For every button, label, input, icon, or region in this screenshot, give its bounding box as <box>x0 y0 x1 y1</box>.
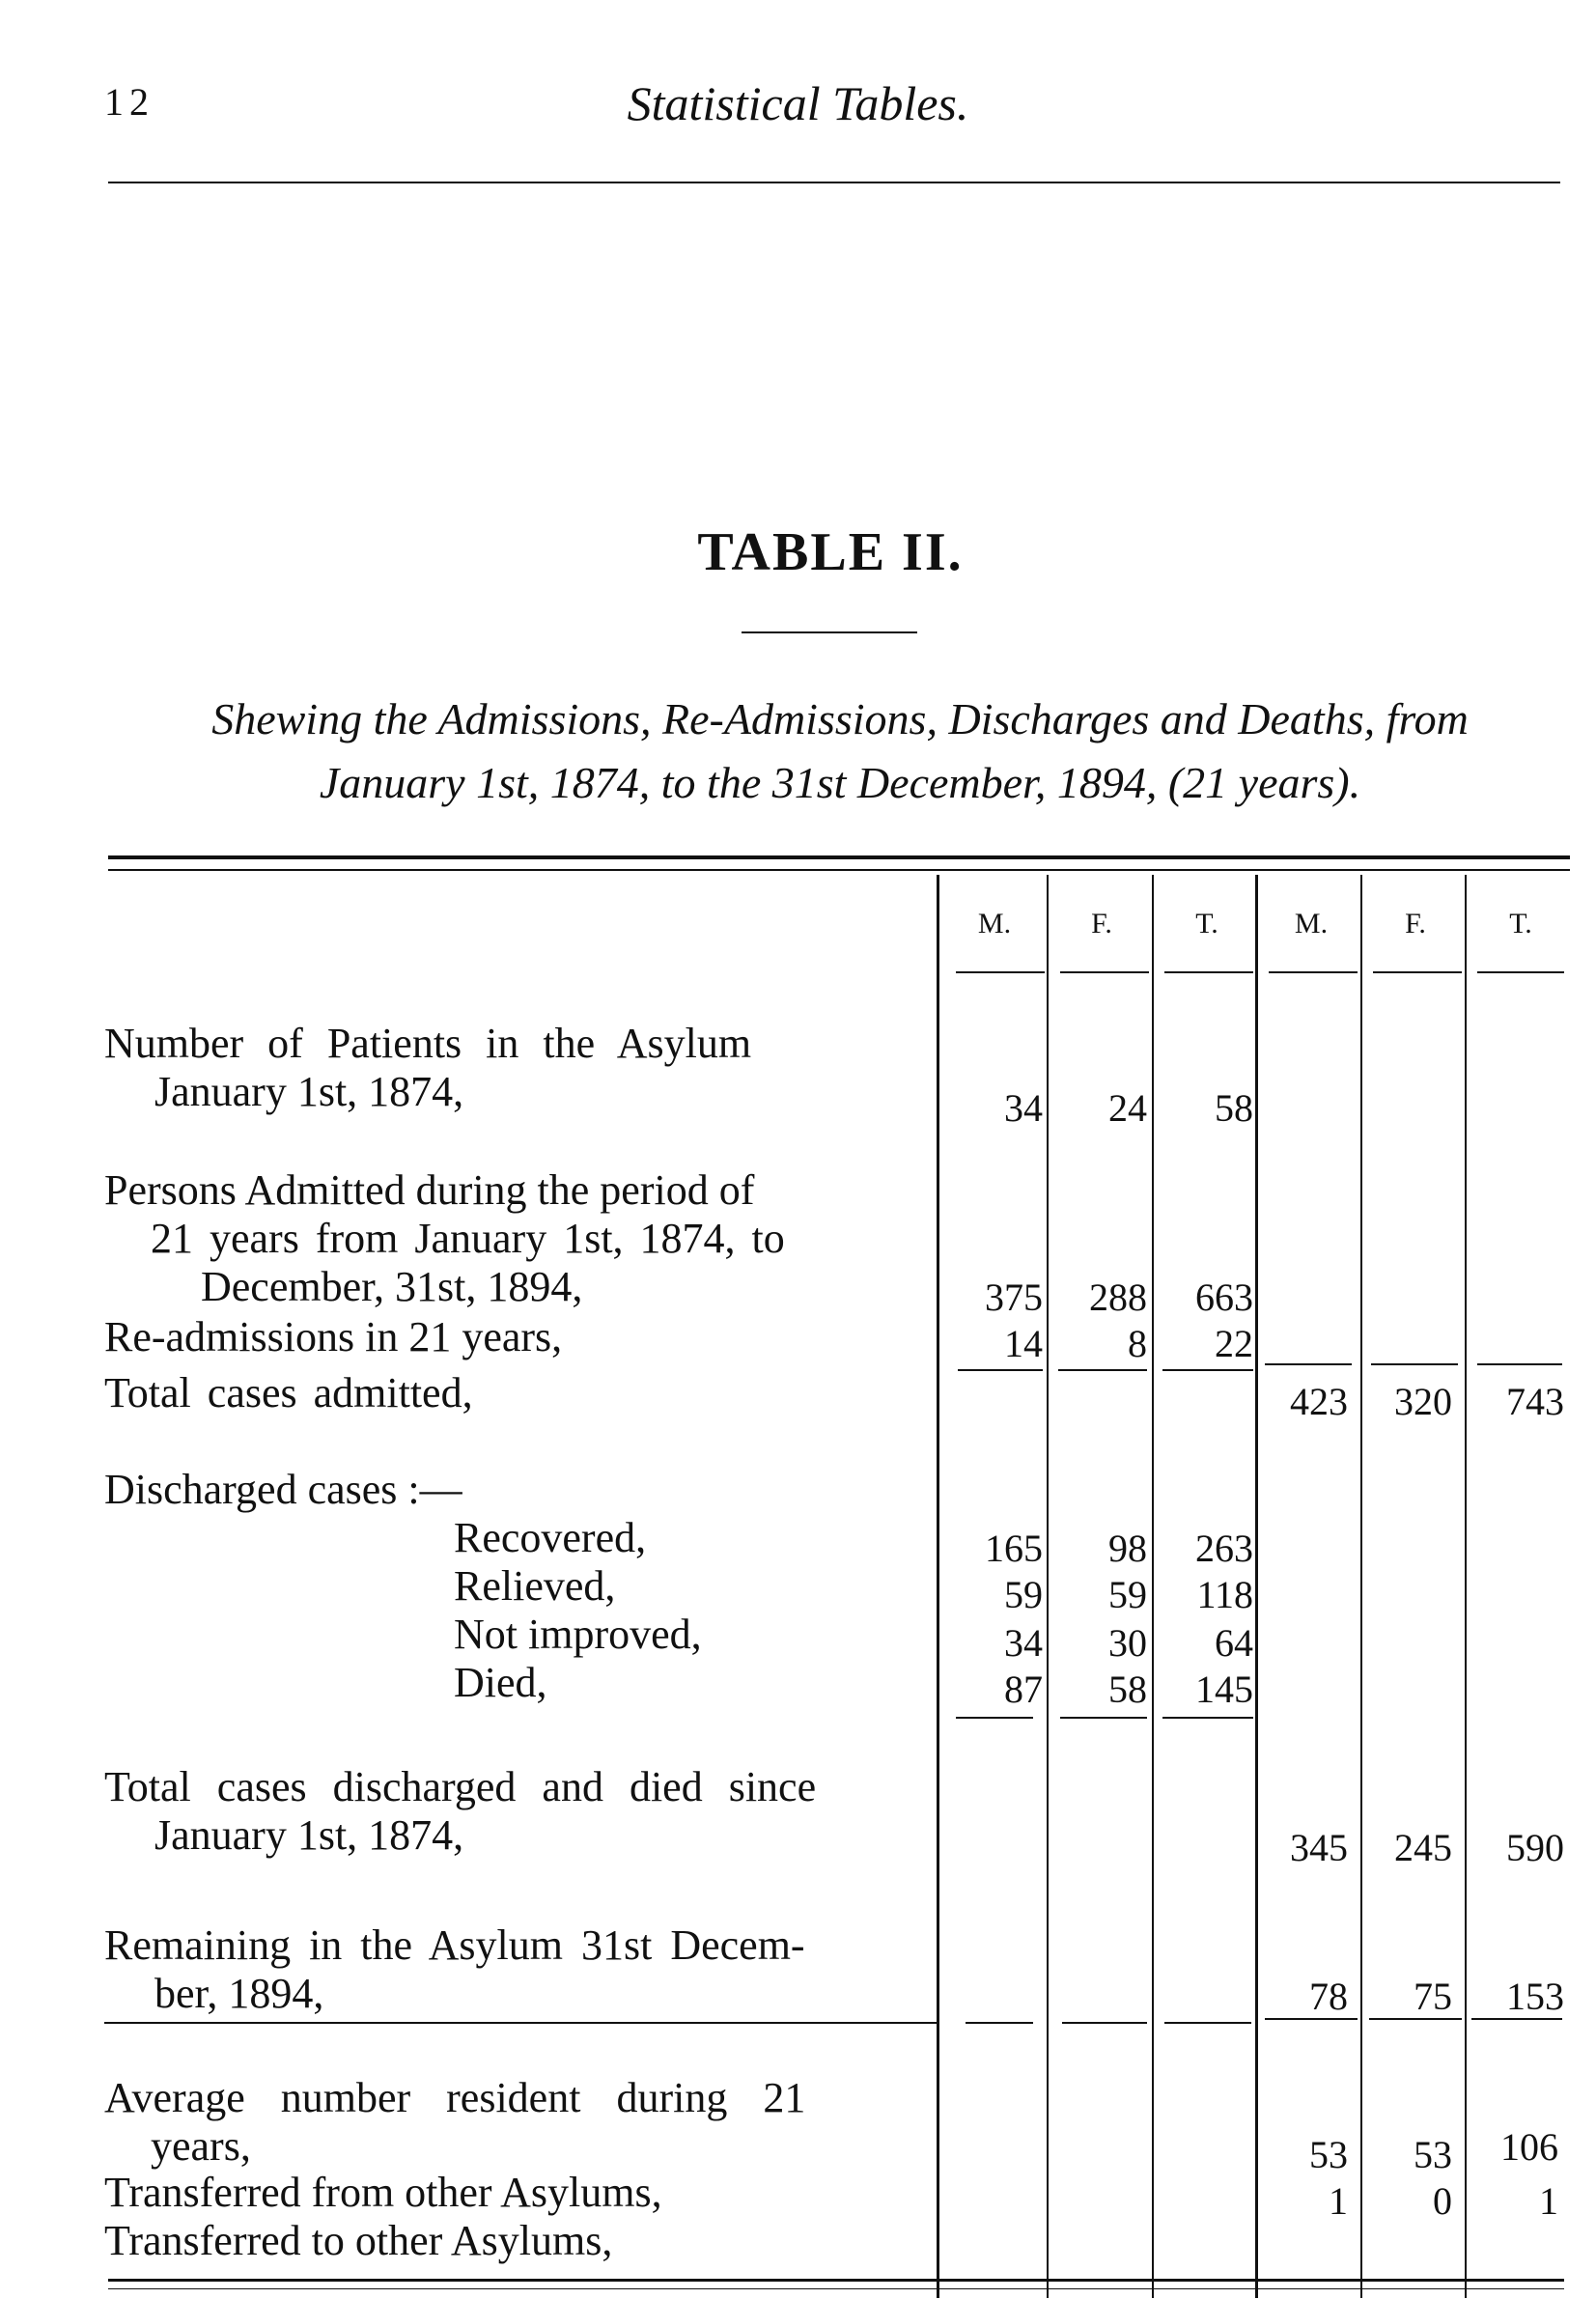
cell-patients-t: 58 <box>1215 1086 1253 1130</box>
cell-recovered-t: 263 <box>1195 1527 1253 1570</box>
row-label-line: ber, 1894, <box>154 1970 324 2017</box>
row-label-line: January 1st, 1874, <box>154 1811 464 1859</box>
cell-recovered-f: 98 <box>1108 1527 1147 1570</box>
row-label-line: Average number resident during 21 <box>104 2074 806 2121</box>
subtitle-line-1: Shewing the Admissions, Re-Admissions, Discharges and Deaths, from <box>211 694 1469 743</box>
row-label-line: Persons Admitted during the period of <box>104 1166 755 1214</box>
died-rule-2 <box>1060 1717 1147 1719</box>
table-subtitle <box>97 687 1583 815</box>
cell-not-improved-t: 64 <box>1215 1621 1253 1665</box>
subtitle-line-2: January 1st, 1874, to the 31st December, 1894, (21 years). <box>319 758 1361 807</box>
cell-readmissions-m: 14 <box>1004 1322 1043 1365</box>
row-label-line: years, <box>151 2122 251 2170</box>
table-title: TABLE II. <box>697 522 964 582</box>
sum-rule-2 <box>1058 1369 1147 1371</box>
row-label-transferred-from: Transferred from other Asylums, <box>104 2169 662 2216</box>
row-label-not-improved: Not improved, <box>454 1611 702 1658</box>
cell-died-m: 87 <box>1004 1668 1043 1711</box>
col-rule-1 <box>1047 875 1049 2298</box>
remaining-rule-2 <box>1062 2022 1147 2024</box>
header-underline-2 <box>1060 971 1149 973</box>
row-label-line: Remaining in the Asylum 31st Decem- <box>104 1921 805 1969</box>
col-rule-4 <box>1360 875 1362 2298</box>
cell-transferred-from-f: 0 <box>1433 2179 1452 2223</box>
cell-total-admitted-t: 743 <box>1506 1380 1564 1423</box>
remaining-rule-4 <box>1265 2018 1358 2020</box>
header-rule <box>108 182 1560 183</box>
cell-remaining-f: 75 <box>1414 1975 1452 2018</box>
row-label-average <box>104 2074 805 2171</box>
cell-admitted-t: 663 <box>1195 1276 1253 1319</box>
row-label-recovered: Recovered, <box>454 1514 647 1561</box>
section-rule <box>104 2022 937 2024</box>
row-label-line: 21 years from January 1st, 1874, to <box>151 1215 785 1262</box>
cell-remaining-m: 78 <box>1309 1975 1348 2018</box>
cell-total-admitted-m: 423 <box>1290 1380 1348 1423</box>
header-underline-3 <box>1164 971 1253 973</box>
remaining-rule-1 <box>966 2022 1033 2024</box>
row-label-line: January 1st, 1874, <box>154 1068 464 1115</box>
cell-relieved-f: 59 <box>1108 1573 1147 1616</box>
page-number: 12 <box>104 80 154 124</box>
row-label-remaining <box>104 1921 805 2018</box>
cell-relieved-m: 59 <box>1004 1573 1043 1616</box>
col-header-f-1: F. <box>1091 908 1112 939</box>
cell-died-t: 145 <box>1195 1668 1253 1711</box>
remaining-rule-3 <box>1164 2022 1251 2024</box>
sum-rule-5 <box>1371 1363 1458 1365</box>
row-label-line: Total cases discharged and died since <box>104 1763 817 1810</box>
row-label-total-admitted: Total cases admitted, <box>104 1369 473 1416</box>
col-header-f-2: F. <box>1405 908 1426 939</box>
row-label-died: Died, <box>454 1659 547 1706</box>
cell-remaining-t: 153 <box>1506 1975 1564 2018</box>
col-rule-5 <box>1465 875 1467 2298</box>
header-underline-1 <box>956 971 1045 973</box>
running-title: Statistical Tables. <box>627 76 969 130</box>
cell-admitted-f: 288 <box>1089 1276 1147 1319</box>
cell-not-improved-m: 34 <box>1004 1621 1043 1665</box>
cell-average-f: 53 <box>1414 2133 1452 2176</box>
row-label-line: December, 31st, 1894, <box>201 1263 583 1310</box>
remaining-rule-5 <box>1369 2018 1462 2020</box>
col-header-m-1: M. <box>977 908 1012 939</box>
cell-total-discharged-m: 345 <box>1290 1826 1348 1869</box>
header-underline-5 <box>1373 971 1462 973</box>
row-label-admitted <box>104 1166 785 1311</box>
row-label-readmissions: Re-admissions in 21 years, <box>104 1313 563 1360</box>
cell-admitted-m: 375 <box>985 1276 1043 1319</box>
cell-not-improved-f: 30 <box>1108 1621 1147 1665</box>
row-label-relieved: Relieved, <box>454 1562 616 1610</box>
col-header-t-1: T. <box>1195 908 1218 939</box>
cell-average-t: 106 <box>1500 2125 1558 2169</box>
row-label-line: Number of Patients in the Asylum <box>104 1020 752 1067</box>
sum-rule-3 <box>1162 1369 1253 1371</box>
row-label-transferred-to: Transferred to other Asylums, <box>104 2217 613 2264</box>
header-underline-6 <box>1477 971 1564 973</box>
cell-relieved-t: 118 <box>1196 1573 1253 1616</box>
title-underline <box>742 631 917 633</box>
died-rule-1 <box>956 1717 1033 1719</box>
cell-total-discharged-t: 590 <box>1506 1826 1564 1869</box>
cell-total-admitted-f: 320 <box>1394 1380 1452 1423</box>
cell-patients-f: 24 <box>1108 1086 1147 1130</box>
cell-patients-m: 34 <box>1004 1086 1043 1130</box>
discharged-heading: Discharged cases :— <box>104 1466 462 1513</box>
row-label-total-discharged <box>104 1763 816 1860</box>
cell-transferred-from-m: 1 <box>1329 2179 1348 2223</box>
col-rule-label <box>937 875 939 2298</box>
header-underline-4 <box>1269 971 1358 973</box>
row-label-patients-1874 <box>104 1020 751 1116</box>
cell-readmissions-f: 8 <box>1128 1322 1147 1365</box>
col-header-t-2: T. <box>1509 908 1532 939</box>
cell-readmissions-t: 22 <box>1215 1322 1253 1365</box>
table-bottom-rule-2 <box>108 2288 1564 2289</box>
col-rule-3 <box>1255 875 1258 2298</box>
table-top-rule-thin <box>108 869 1570 871</box>
sum-rule-4 <box>1265 1363 1352 1365</box>
sum-rule-6 <box>1477 1363 1562 1365</box>
died-rule-3 <box>1162 1717 1253 1719</box>
table-bottom-rule <box>108 2279 1564 2282</box>
cell-transferred-from-t: 1 <box>1539 2179 1558 2223</box>
cell-total-discharged-f: 245 <box>1394 1826 1452 1869</box>
remaining-rule-6 <box>1471 2018 1562 2020</box>
table-top-rule-thick <box>108 855 1570 859</box>
col-rule-2 <box>1152 875 1154 2298</box>
cell-recovered-m: 165 <box>985 1527 1043 1570</box>
cell-died-f: 58 <box>1108 1668 1147 1711</box>
sum-rule-1 <box>958 1369 1043 1371</box>
cell-average-m: 53 <box>1309 2133 1348 2176</box>
col-header-m-2: M. <box>1294 908 1329 939</box>
